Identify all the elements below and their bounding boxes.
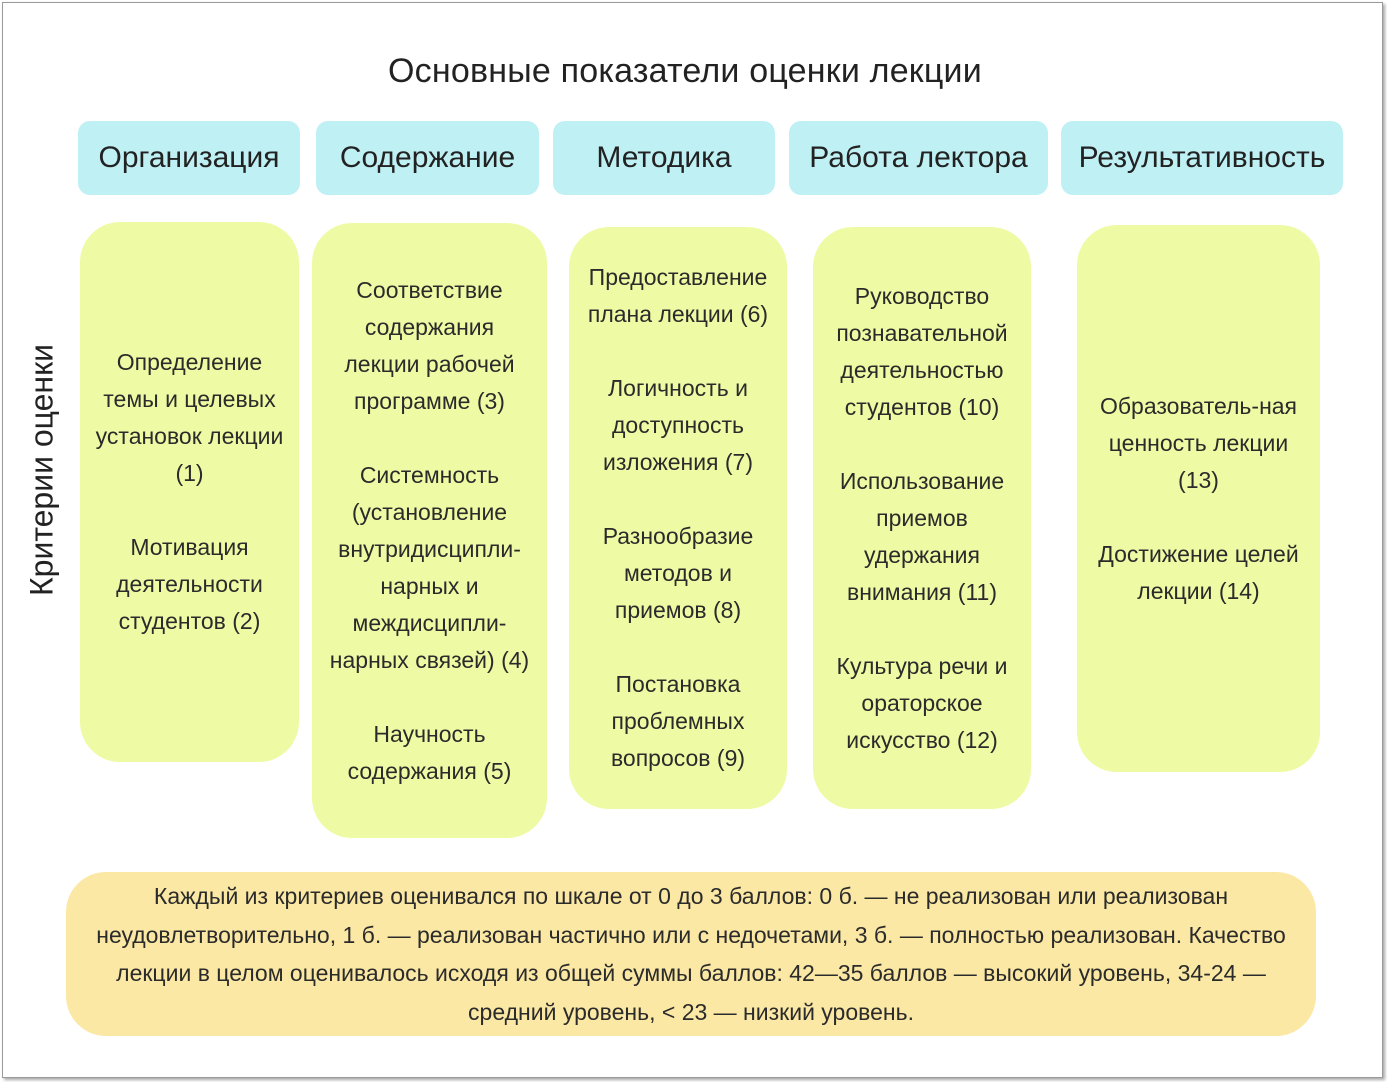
header-organization: Организация — [78, 121, 300, 195]
criterion-item: Использование приемов удержания внимания (11) — [839, 467, 1005, 605]
criteria-column-methodology — [569, 227, 787, 809]
criterion-item: Постановка проблемных вопросов (9) — [610, 671, 746, 771]
criterion-item: Предоставление плана лекции (6) — [587, 264, 769, 327]
header-content: Содержание — [316, 121, 539, 195]
criterion-item: Образователь-ная ценность лекции (13) — [1099, 392, 1298, 493]
header-methodology: Методика — [553, 121, 775, 195]
criterion-item: Логичность и доступность изложения (7) — [602, 375, 754, 475]
criterion-item: Научность содержания (5) — [347, 720, 512, 784]
side-label-criteria: Критерии оценки — [23, 344, 60, 596]
header-effectiveness: Результативность — [1061, 121, 1343, 195]
criteria-column-lecturer-work — [813, 227, 1031, 809]
criterion-item: Мотивация деятельности студентов (2) — [116, 534, 263, 634]
scoring-note — [66, 872, 1316, 1036]
criteria-column-organization — [80, 222, 299, 762]
diagram-title: Основные показатели оценки лекции — [388, 52, 982, 90]
criterion-item: Руководство познавательной деятельностью студентов (10) — [836, 282, 1008, 420]
criterion-item: Определение темы и целевых установок лекции (1) — [95, 349, 284, 486]
criterion-item: Разнообразие методов и приемов (8) — [602, 523, 754, 623]
scoring-note-text: Каждый из критериев оценивался по шкале от 0 до 3 баллов: 0 б. — не реализован или реализован неудовлетворительно, 1 б. — реализован частично или с недочетами, 3 б. — полностью реализован. Качество лекции в целом оценивалось исходя из общей суммы баллов: 42—35 баллов — высокий уровень, 34-24 — средний уровень, < 23 — низкий уровень. — [96, 883, 1286, 1025]
criteria-column-content — [312, 223, 547, 838]
criterion-item: Культура речи и ораторское искусство (12) — [836, 652, 1008, 753]
criterion-item: Соответствие содержания лекции рабочей программе (3) — [344, 276, 515, 414]
criteria-column-effectiveness — [1077, 225, 1320, 772]
criterion-item: Системность (установление внутридисципли-нарных и междисципли-нарных связей) (4) — [329, 461, 530, 673]
header-lecturer-work: Работа лектора — [789, 121, 1048, 195]
criterion-item: Достижение целей лекции (14) — [1098, 540, 1299, 604]
